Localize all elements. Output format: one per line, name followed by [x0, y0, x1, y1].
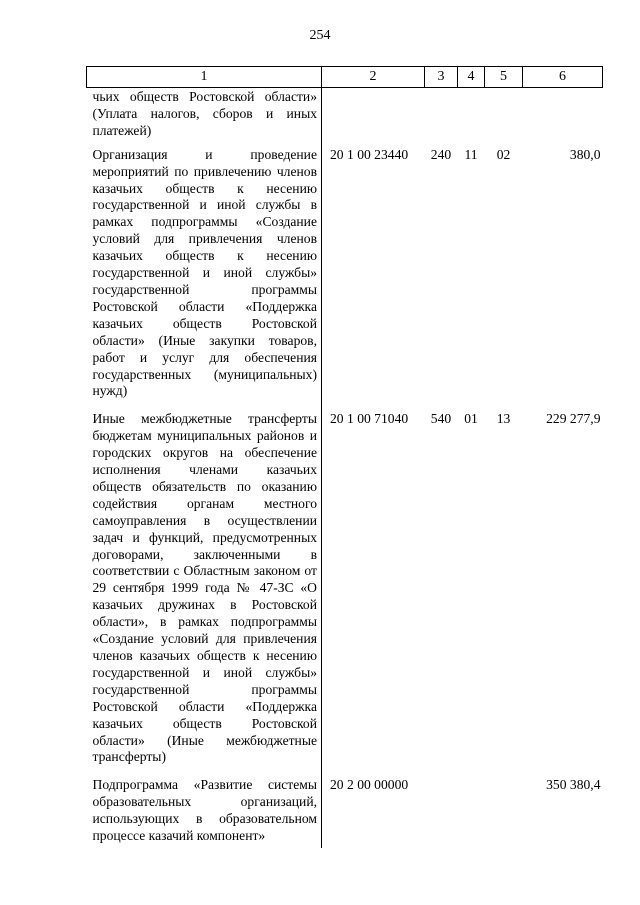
row-col4 [458, 769, 485, 848]
row-name: Подпрограмма «Развитие системы образовательных организаций, использующих в образовательном процессе казачий компонент» [87, 769, 322, 848]
table-row [87, 144, 603, 404]
table-row [87, 769, 603, 848]
row-col4: 11 [464, 146, 478, 162]
row-col3: 540 [430, 411, 452, 427]
row-code: 20 1 00 71040 [330, 411, 409, 427]
row-name: Организация и проведение мероприятий по привлечению членов казачьих обществ к несению государственной и иной службы в рамках подпрограммы «Создание условий для привлечения членов казачьих обществ к несению государственной и иной службы» государственной программы Ростовской области «Поддержка казачьих обществ Ростовской области» (Иные закупки товаров, работ и услуг для обеспечения государственных (муниципальных) нужд) [87, 144, 322, 404]
column-header-1: 1 [87, 67, 322, 88]
row-name: чьих обществ Ростовской области» (Уплата налогов, сборов и иных платежей) [87, 88, 322, 144]
row-amount: 380,0 [569, 146, 601, 162]
column-header-6: 6 [523, 67, 603, 88]
row-col5 [485, 769, 523, 848]
column-header-3: 3 [425, 67, 458, 88]
row-amount: 350 380,4 [546, 777, 601, 793]
budget-table [86, 66, 603, 848]
row-col3 [425, 769, 458, 848]
row-col5: 02 [496, 146, 511, 162]
table-row-continuation [87, 88, 603, 144]
row-col5: 13 [496, 411, 511, 427]
row-code: 20 2 00 00000 [330, 777, 409, 793]
row-col4: 01 [464, 411, 478, 427]
column-header-4: 4 [458, 67, 485, 88]
row-name: Иные межбюджетные трансферты бюджетам муниципальных районов и городских округов на обеспечение исполнения членами казачьих обществ обязательств по оказанию содействия органам местного самоуправления в осуществлении задач и функций, предусмотренных договорами, заключенными в соответствии с Областным законом от 29 сентября 1999 года № 47-ЗС «О казачьих дружинах в Ростовской области», в рамках подпрограммы «Создание условий для привлечения членов казачьих обществ к несению государственной и иной службы» государственной программы Ростовской области «Поддержка казачьих обществ Ростовской области» (Иные межбюджетные трансферты) [87, 403, 322, 769]
column-header-5: 5 [485, 67, 523, 88]
column-header-2: 2 [322, 67, 425, 88]
table-row [87, 403, 603, 769]
page-number: 254 [309, 28, 331, 43]
row-amount: 229 277,9 [546, 411, 601, 427]
row-col3: 240 [430, 146, 452, 162]
table-header-row [87, 67, 603, 88]
row-code: 20 1 00 23440 [330, 146, 409, 162]
